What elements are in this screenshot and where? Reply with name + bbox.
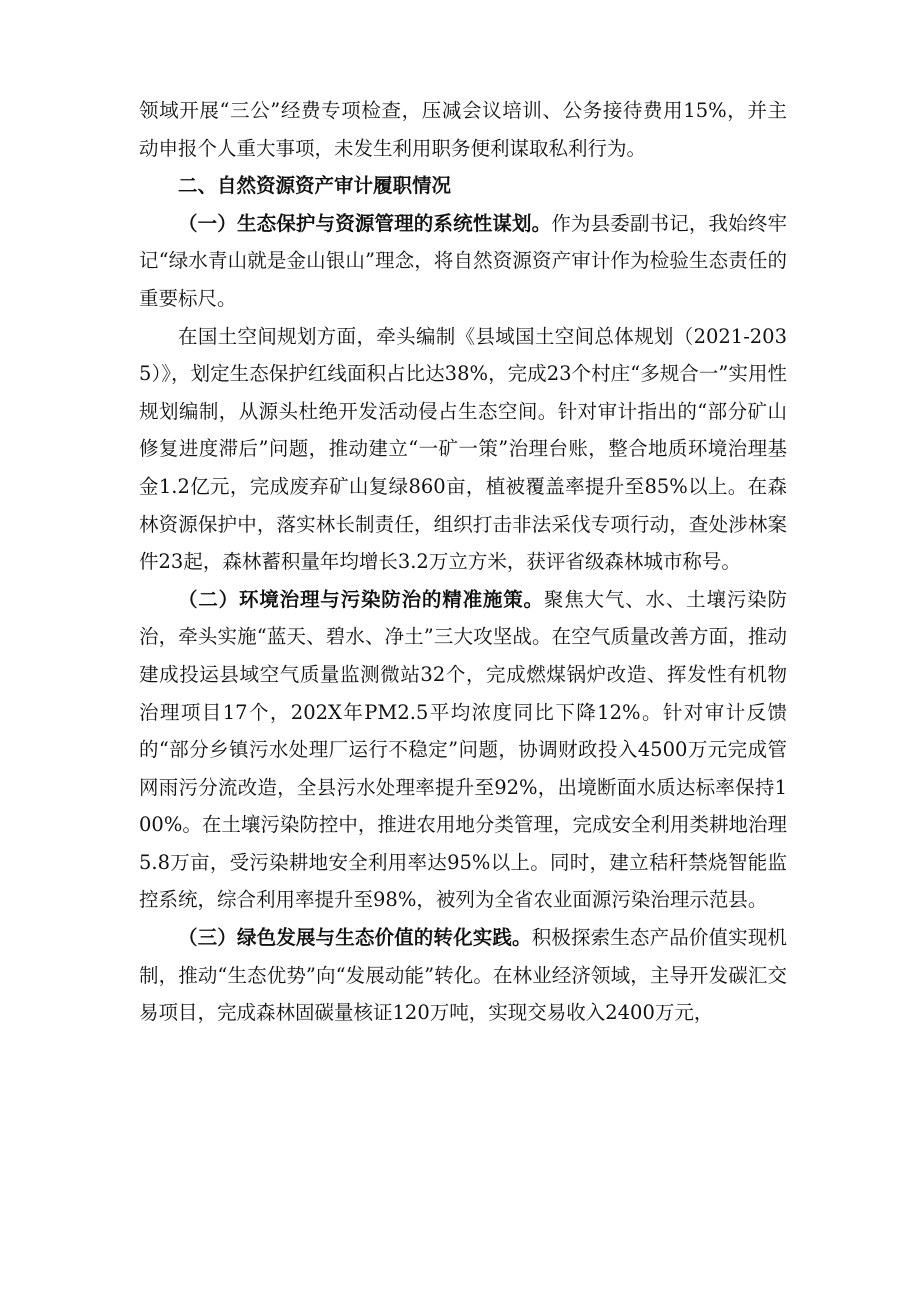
- paragraph-pollution-control-body: 聚焦大气、水、土壤污染防治，牵头实施“蓝天、碧水、净土”三大攻坚战。在空气质量改善方面，推动建成投运县域空气质量监测微站32个，完成燃煤锅炉改造、挥发性有机物治理项目17个，202X年PM2.5平均浓度同比下降12%。针对审计反馈的“部分乡镇污水处理厂运行不稳定”问题，协调财政投入4500万元完成管网雨污分流改造，全县污水处理率提升至92%，出境断面水质达标率保持100%。在土壤污染防控中，推进农用地分类管理，完成安全利用类耕地治理5.8万亩，受污染耕地安全利用率达95%以上。同时，建立秸秆禁烧智能监控系统，综合利用率提升至98%，被列为全省农业面源污染治理示范县。: [139, 587, 787, 912]
- paragraph-green-development-body: 积极探索生态产品价值实现机制，推动“生态优势”向“发展动能”转化。在林业经济领域，主导开发碳汇交易项目，完成森林固碳量核证120万吨，实现交易收入2400万元，: [139, 926, 787, 1025]
- section-heading: 二、自然资源资产审计履职情况: [178, 174, 452, 198]
- subheading-pollution-control: （二）环境治理与污染防治的精准施策。: [178, 587, 544, 611]
- subheading-green-development: （三）绿色发展与生态价值的转化实践。: [178, 926, 532, 950]
- paragraph-green-development: [139, 919, 787, 1032]
- paragraph-ecological-planning: [139, 205, 787, 318]
- subheading-ecological-planning: （一）生态保护与资源管理的系统性谋划。: [178, 211, 552, 235]
- paragraph-ecological-planning-body: 作为县委副书记，我始终牢记“绿水青山就是金山银山”理念，将自然资源资产审计作为检验生态责任的重要标尺。: [139, 211, 787, 310]
- continuation-paragraph: 领域开展“三公”经费专项检查，压减会议培训、公务接待费用15%，并主动申报个人重大事项，未发生利用职务便利谋取私利行为。: [139, 99, 787, 160]
- paragraph-land-forest: 在国土空间规划方面，牵头编制《县域国土空间总体规划（2021-2035）》，划定生态保护红线面积占比达38%，完成23个村庄“多规合一”实用性规划编制，从源头杜绝开发活动侵占生态空间。针对审计指出的“部分矿山修复进度滞后”问题，推动建立“一矿一策”治理台账，整合地质环境治理基金1.2亿元，完成废弃矿山复绿860亩，植被覆盖率提升至85%以上。在森林资源保护中，落实林长制责任，组织打击非法采伐专项行动，查处涉林案件23起，森林蓄积量年均增长3.2万立方米，获评省级森林城市称号。: [139, 324, 787, 574]
- document-page: [139, 92, 787, 1032]
- paragraph-pollution-control: [139, 581, 787, 919]
